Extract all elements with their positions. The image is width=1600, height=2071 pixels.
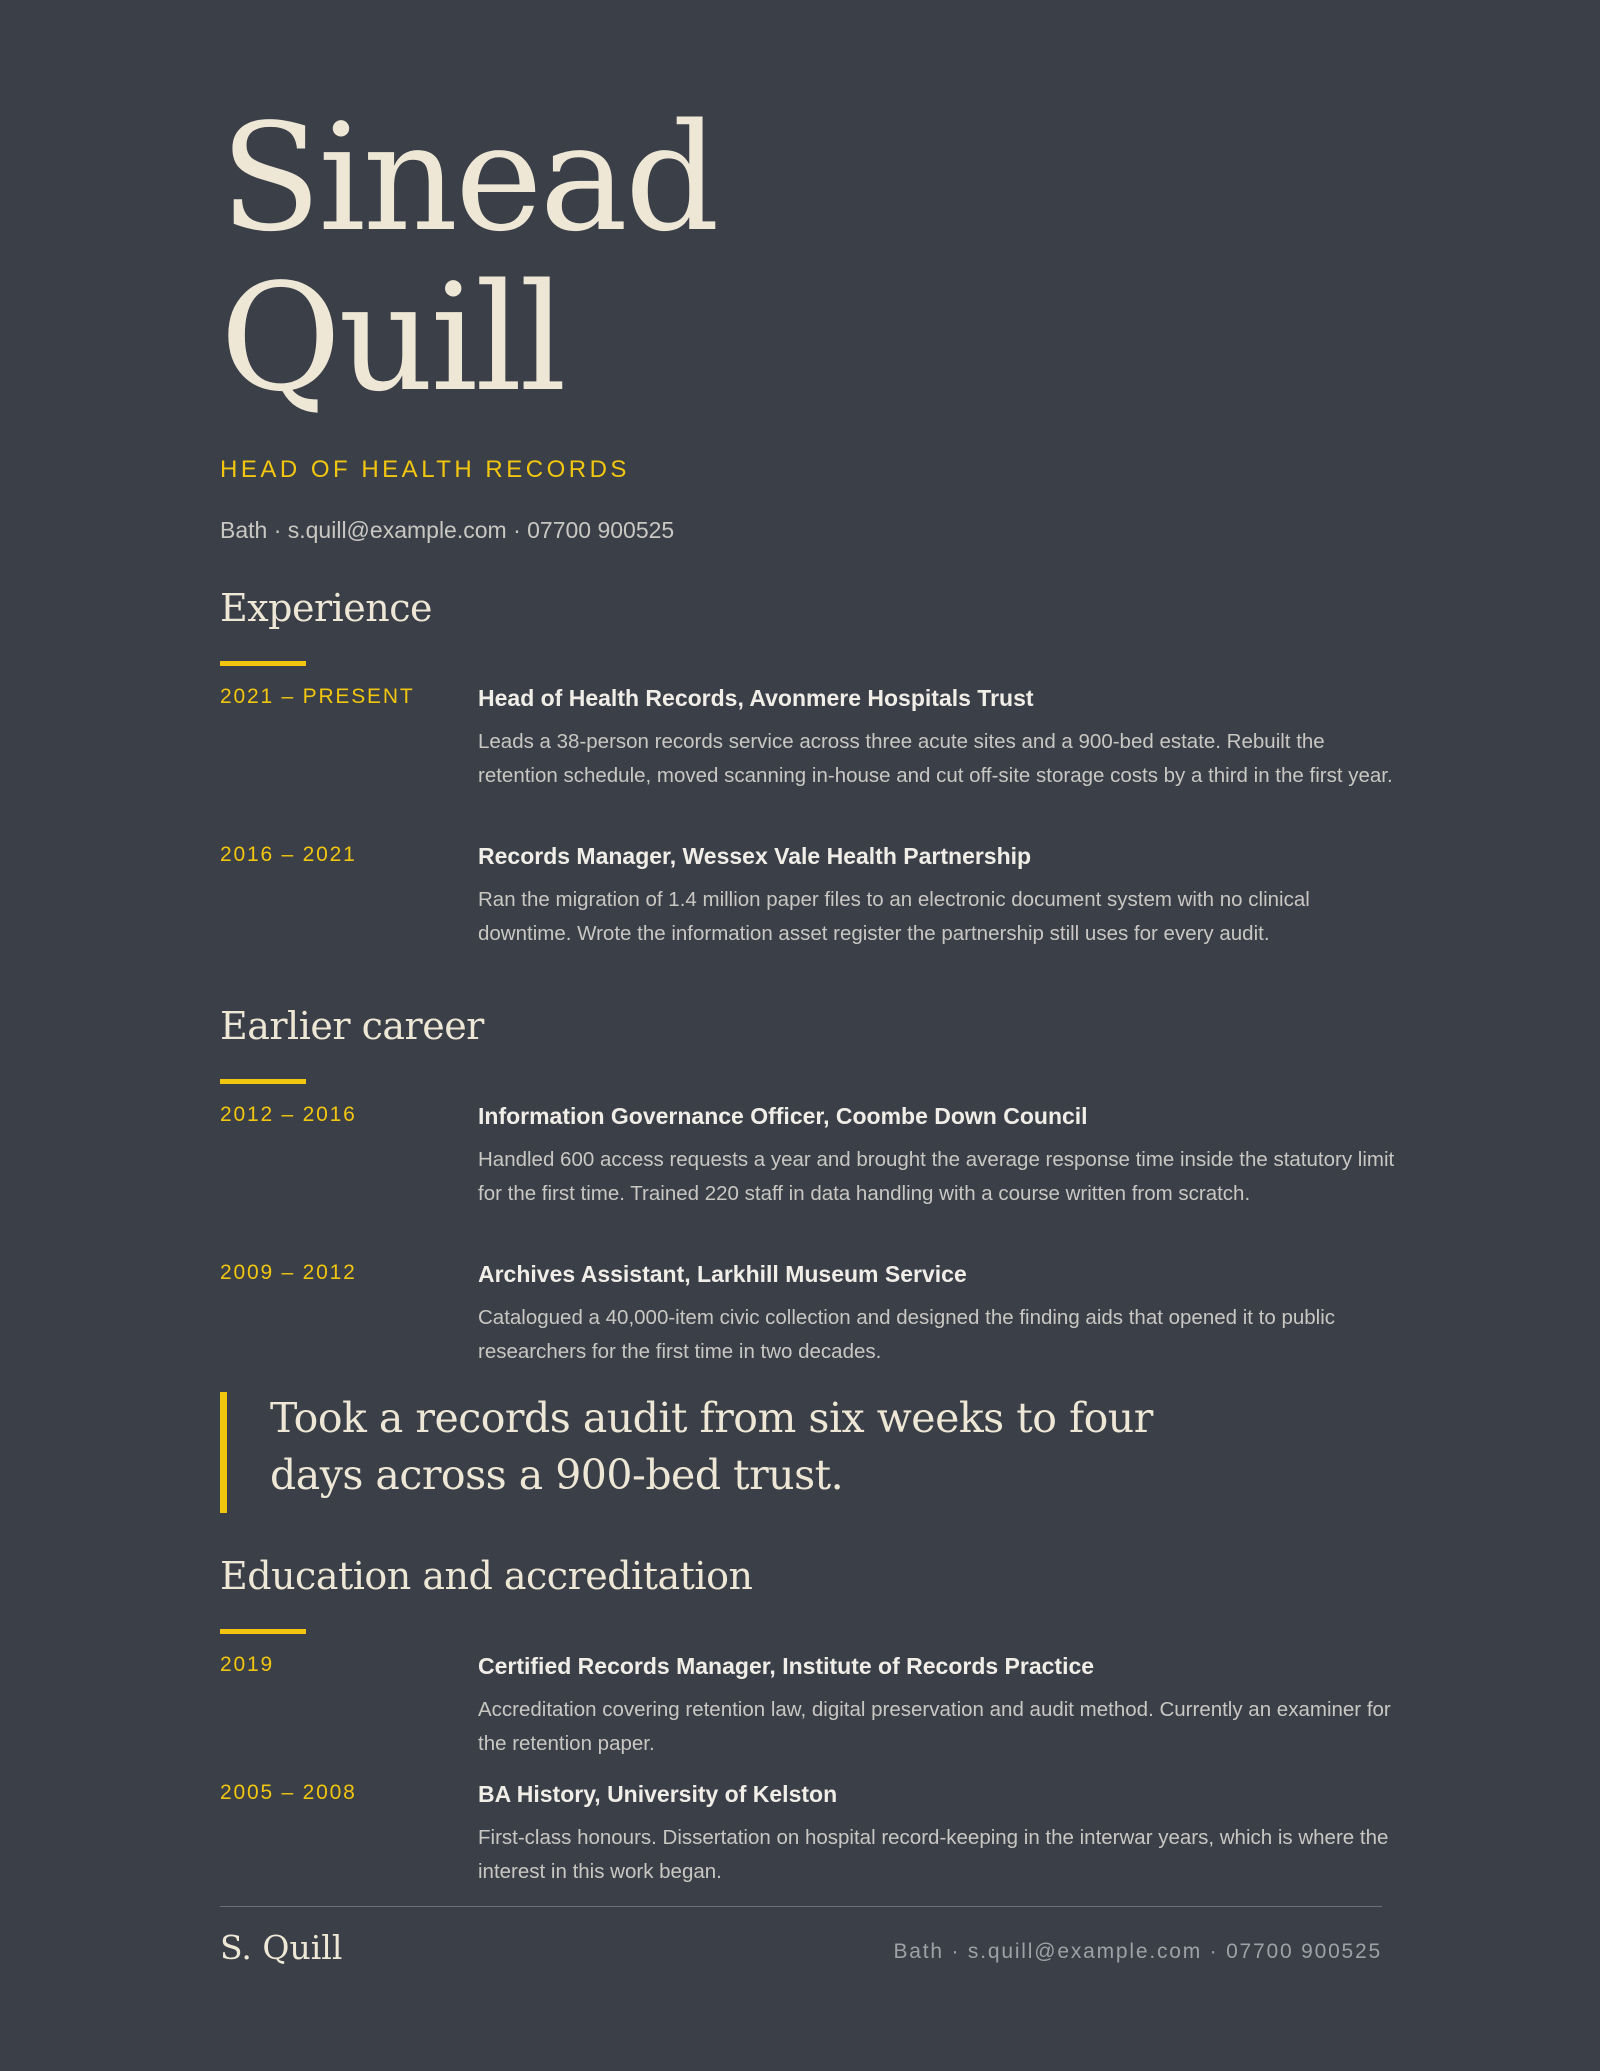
entry-title: Records Manager, Wessex Vale Health Partnership <box>478 843 1032 869</box>
entry-dates: 2005 – 2008 <box>220 1781 357 1804</box>
entry-dates: 2009 – 2012 <box>220 1261 357 1284</box>
section-title-experience: Experience <box>220 586 433 630</box>
section-rule-experience <box>220 661 306 666</box>
entry-description: Accreditation covering retention law, digital preservation and audit method. Currently an examiner for the retention paper. <box>478 1698 1391 1755</box>
entry-dates: 2021 – PRESENT <box>220 685 415 708</box>
entry-description: Ran the migration of 1.4 million paper files to an electronic document system with no clinical downtime. Wrote the information asset register the partnership still uses for every audit. <box>478 888 1310 945</box>
entry-description: Handled 600 access requests a year and brought the average response time inside the statutory limit for the first time. Trained 220 staff in data handling with a course written from scratch. <box>478 1148 1395 1205</box>
section-rule-earlier-career <box>220 1079 306 1084</box>
entry-description: Catalogued a 40,000-item civic collection and designed the finding aids that opened it to public researchers for the first time in two decades. <box>478 1306 1336 1363</box>
entry-title: Head of Health Records, Avonmere Hospitals Trust <box>478 685 1034 711</box>
header-contact: Bath · s.quill@example.com · 07700 900525 <box>220 517 675 543</box>
entry-title: Certified Records Manager, Institute of Records Practice <box>478 1653 1095 1679</box>
entry-title: Archives Assistant, Larkhill Museum Service <box>478 1261 967 1287</box>
footer-name: S. Quill <box>220 1928 343 1967</box>
entry-description: Leads a 38-person records service across three acute sites and a 900-bed estate. Rebuilt the retention schedule, moved scanning in-house and cut off-site storage costs by a third in the first year. <box>478 730 1393 787</box>
entry-description: First-class honours. Dissertation on hospital record-keeping in the interwar years, which is where the interest in this work began. <box>478 1826 1389 1883</box>
highlight-quote: Took a records audit from six weeks to four days across a 900-bed trust. <box>270 1394 1153 1499</box>
section-rule-education <box>220 1629 306 1634</box>
section-title-earlier-career: Earlier career <box>220 1004 484 1048</box>
candidate-name <box>220 92 717 424</box>
entry-dates: 2012 – 2016 <box>220 1103 357 1126</box>
footer-contact: Bath · s.quill@example.com · 07700 900525 <box>893 1940 1382 1963</box>
entry-title: BA History, University of Kelston <box>478 1781 838 1807</box>
entry-dates: 2019 <box>220 1653 274 1676</box>
entry-dates: 2016 – 2021 <box>220 843 357 866</box>
section-title-education: Education and accreditation <box>220 1554 753 1598</box>
quote-accent-bar <box>220 1392 227 1513</box>
name-line-1: Sinead <box>220 92 717 264</box>
footer-divider <box>220 1906 1382 1907</box>
job-role: HEAD OF HEALTH RECORDS <box>220 456 630 483</box>
name-line-2: Quill <box>220 252 564 424</box>
entry-title: Information Governance Officer, Coombe Down Council <box>478 1103 1088 1129</box>
